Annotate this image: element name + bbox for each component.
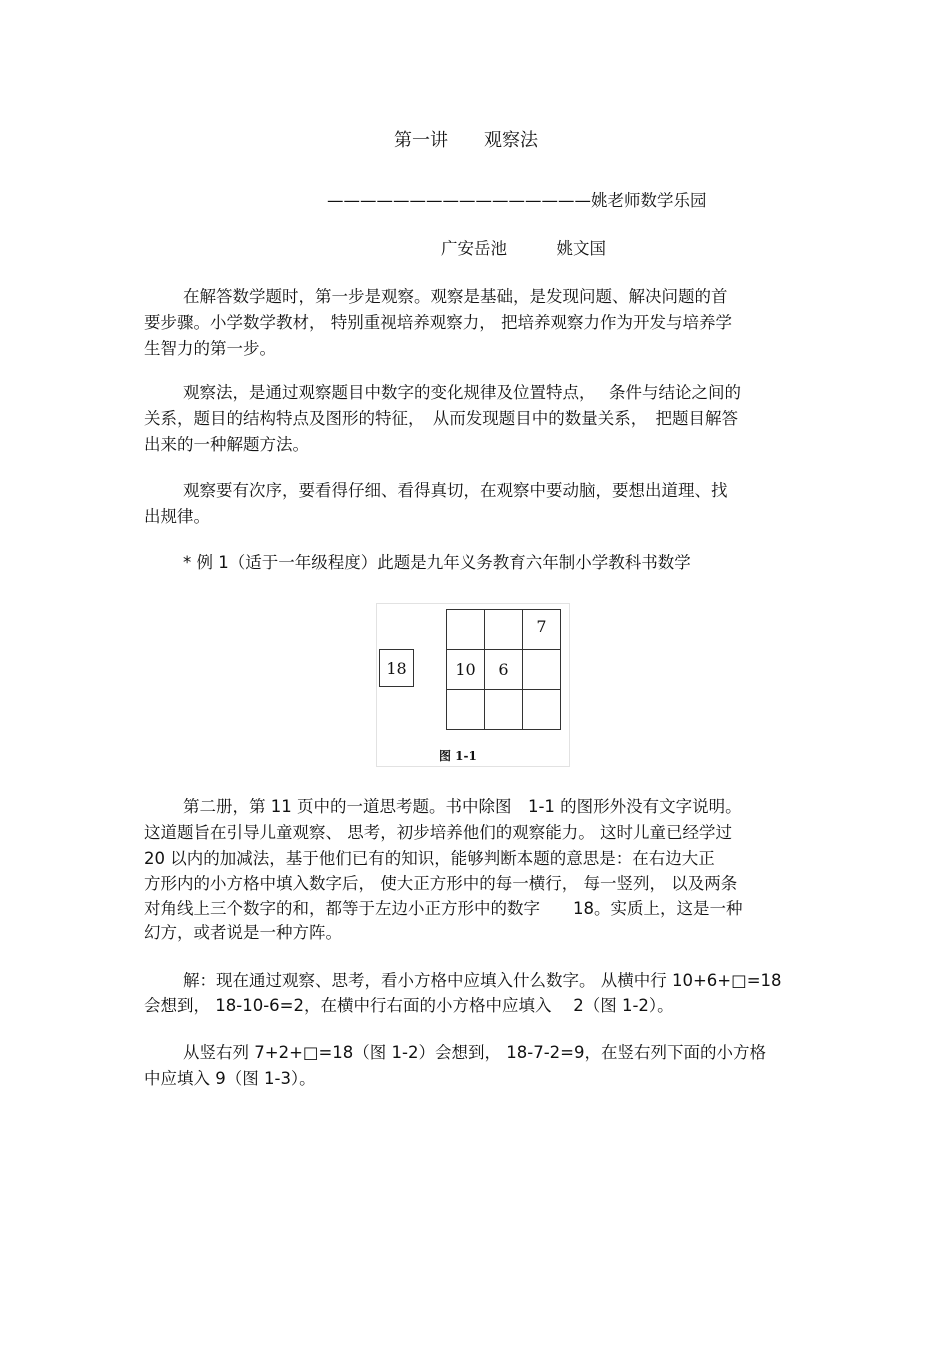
figure-caption: 图 1-1 — [439, 749, 477, 763]
paragraph-3-line-1: 观察要有次序，要看得仔细、看得真切，在观察中要动脑，要想出道理、找 — [183, 481, 728, 500]
grid-cell: 7 — [523, 610, 561, 650]
grid-cell — [523, 690, 561, 730]
target-number-square: 18 — [379, 649, 414, 687]
grid-cell — [485, 690, 523, 730]
grid-cell — [447, 690, 485, 730]
paragraph-5-line-3: 20 以内的加减法，基于他们已有的知识，能够判断本题的意思是：在右边大正 — [144, 849, 715, 868]
grid-cell: 10 — [447, 650, 485, 690]
figure-1-1 — [376, 603, 570, 767]
grid-cell — [485, 610, 523, 650]
author-line: 广安岳池 姚文国 — [441, 239, 606, 258]
byline: ————————————————姚老师数学乐园 — [327, 191, 707, 210]
paragraph-2-line-1: 观察法，是通过观察题目中数字的变化规律及位置特点， 条件与结论之间的 — [183, 383, 741, 402]
paragraph-3-line-2: 出规律。 — [144, 507, 210, 526]
paragraph-5-line-6: 幻方，或者说是一种方阵。 — [144, 923, 342, 942]
paragraph-1-line-2: 要步骤。小学数学教材， 特别重视培养观察力， 把培养观察力作为开发与培养学 — [144, 313, 732, 332]
example-1-intro: * 例 1（适于一年级程度）此题是九年义务教育六年制小学教科书数学 — [183, 553, 691, 572]
grid-cell — [523, 650, 561, 690]
paragraph-7-line-2: 中应填入 9（图 1-3）。 — [144, 1069, 316, 1088]
grid-cell: 6 — [485, 650, 523, 690]
lecture-title: 第一讲 观察法 — [394, 130, 538, 151]
paragraph-5-line-2: 这道题旨在引导儿童观察、 思考，初步培养他们的观察能力。 这时儿童已经学过 — [144, 823, 732, 842]
paragraph-6-line-1: 解：现在通过观察、思考，看小方格中应填入什么数字。 从横中行 10+6+□=18 — [183, 971, 782, 990]
grid-cell — [447, 610, 485, 650]
paragraph-2-line-3: 出来的一种解题方法。 — [144, 435, 309, 454]
paragraph-5-line-4: 方形内的小方格中填入数字后， 使大正方形中的每一横行， 每一竖列， 以及两条 — [144, 874, 738, 893]
paragraph-2-line-2: 关系，题目的结构特点及图形的特征， 从而发现题目中的数量关系， 把题目解答 — [144, 409, 738, 428]
magic-square-grid — [446, 609, 561, 730]
paragraph-1-line-3: 生智力的第一步。 — [144, 339, 276, 358]
paragraph-7-line-1: 从竖右列 7+2+□=18（图 1-2）会想到， 18-7-2=9，在竖右列下面的小方格 — [183, 1043, 766, 1062]
paragraph-5-line-1: 第二册，第 11 页中的一道思考题。书中除图 1-1 的图形外没有文字说明。 — [183, 797, 742, 816]
paragraph-1-line-1: 在解答数学题时，第一步是观察。观察是基础，是发现问题、解决问题的首 — [183, 287, 728, 306]
paragraph-5-line-5: 对角线上三个数字的和，都等于左边小正方形中的数字 18。实质上，这是一种 — [144, 899, 743, 918]
paragraph-6-line-2: 会想到， 18-10-6=2，在横中行右面的小方格中应填入 2（图 1-2）。 — [144, 996, 674, 1015]
